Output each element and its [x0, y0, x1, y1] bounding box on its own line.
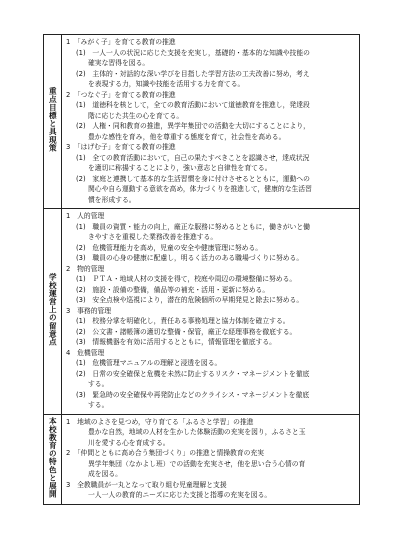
list-item: (3) 安全点検や巡視により，潜在的危険個所の早期発見と除去に努める。 [76, 296, 304, 304]
list-item-continuation: 一人一人の教育的ニーズに応じた支援と指導の充実を図る。 [88, 491, 272, 499]
list-item: (1) 職員の資質・能力の向上，厳正な服務に努めるとともに，働きがいと働 [76, 222, 310, 231]
row-label-cell [44, 414, 62, 504]
list-item: (2) 施設・設備の整備，備品等の補充・活用・更新に努める。 [76, 285, 270, 294]
section-heading: 2 「つなぐ子」を育てる教育の推進 [66, 90, 176, 99]
section-heading: 1 人的管理 [66, 212, 105, 220]
section-heading: 3 「はげむ子」を育てる教育の推進 [66, 143, 176, 151]
list-item-continuation: 確実な習得を図る。 [88, 59, 150, 67]
list-item-continuation: 豊かな自然，地域の人材を生かした体験活動の充実を図り，ふるさと玉 [88, 428, 306, 436]
row-label: 本校教育の特色と展開 [48, 416, 58, 498]
section-heading: 2 物的管理 [66, 264, 105, 273]
list-item-continuation: 階に応じた共生の心を育てる。 [88, 111, 184, 120]
row-content-cell [62, 414, 360, 504]
features-row [44, 414, 360, 504]
list-item: (1) ＰＴＡ・地域人材の支援を得て，校庭や周辺の環境整備に努める。 [76, 275, 297, 283]
list-item-continuation: 関心や自ら運動する意欲を高め，体力づくりを推進して，健康的な生活習 [88, 185, 312, 193]
management-row [44, 209, 360, 415]
list-item: (2) 危機管理能力を高め，児童の安全や健康管理に努める。 [76, 243, 263, 252]
section-heading: 4 危機管理 [66, 348, 105, 357]
list-item-continuation: 成を図る。 [88, 470, 122, 478]
row-label-cell [44, 35, 62, 209]
list-item-continuation: を適切に称揚することにより，強い意志と自律性を育てる。 [88, 164, 272, 172]
list-item: (1) 道徳科を核として，全ての教育活動において道徳教育を推進し，発達段 [76, 101, 310, 109]
row-label: 学校運営上の留意点 [48, 272, 58, 346]
list-item: (2) 主体的・対話的な深い学びを目指した学習方法の工夫改善に努め，考え [76, 69, 310, 78]
list-item: (1) 全ての教育活動において，自己の果たすべきことを認識させ，達成状況 [76, 153, 310, 162]
list-item: (1) 一人一人の状況に応じた支援を充実し，基礎的・基本的な知識や技能の [76, 48, 310, 57]
section-heading: 1 地域のよさを見つめ，守り育てる「ふるさと学習」の推進 [66, 417, 254, 426]
list-item: (2) 日常の安全確保と危機を未然に防止するリスク・マネージメントを徹底 [76, 369, 310, 378]
policy-table [43, 34, 360, 505]
section-heading: 3 全教職員が一丸となって取り組む児童理解と支援 [66, 480, 227, 489]
list-item: (2) 家庭と連携して基本的な生活習慣を身に付けさせるとともに，運動への [76, 174, 310, 183]
list-item-continuation: 豊かな感性を育み，他を尊重する態度を育て，社会性を高める。 [88, 132, 286, 141]
goals-row [44, 35, 360, 209]
list-item-continuation: する。 [88, 401, 109, 409]
list-item: (2) 人権・同和教育の推進，異学年集団での活動を大切にすることにより， [76, 122, 310, 130]
section-heading: 3 事務的管理 [66, 306, 112, 315]
list-item: (3) 職員の心身の健康に配慮し，明るく活力のある職場づくりに努める。 [76, 254, 304, 262]
list-item-continuation: 異学年集団（なかよし班）での活動を充実させ，他を思い合う心情の育 [88, 459, 306, 468]
list-item: (1) 危機管理マニュアルの理解と浸透を図る。 [76, 359, 222, 367]
list-item: (3) 情報機器を有効に活用するとともに，情報管理を徹底する。 [76, 338, 276, 346]
list-item-continuation: きやすさを重視した業務改善を推進する。 [88, 233, 218, 241]
list-item: (2) 公文書・諸帳簿の適切な整備・保管，厳正な経理事務を徹底する。 [76, 327, 297, 336]
list-item-continuation: 慣を形成する。 [88, 195, 136, 204]
row-content-cell [62, 209, 360, 415]
section-heading: 2 「仲間とともに高め合う集団づくり」の推進と情操教育の充実 [66, 449, 265, 457]
list-item-continuation: 川を愛する心を育成する。 [88, 438, 170, 447]
row-content-cell [62, 35, 360, 209]
list-item: (1) 校務分掌を明確化し，責任ある事務処理と協力体制を確立する。 [76, 317, 290, 325]
list-item-continuation: を表現する力，知識や技能を活用する力を育てる。 [88, 80, 245, 88]
row-label: 重点目標と具現策 [48, 87, 58, 152]
list-item: (3) 緊急時の安全確保や再発防止などのクライシス・マネージメントを徹底 [76, 390, 310, 399]
section-heading: 1 「みがく子」を育てる教育の推進 [66, 38, 176, 46]
row-label-cell [44, 209, 62, 415]
list-item-continuation: する。 [88, 380, 109, 388]
